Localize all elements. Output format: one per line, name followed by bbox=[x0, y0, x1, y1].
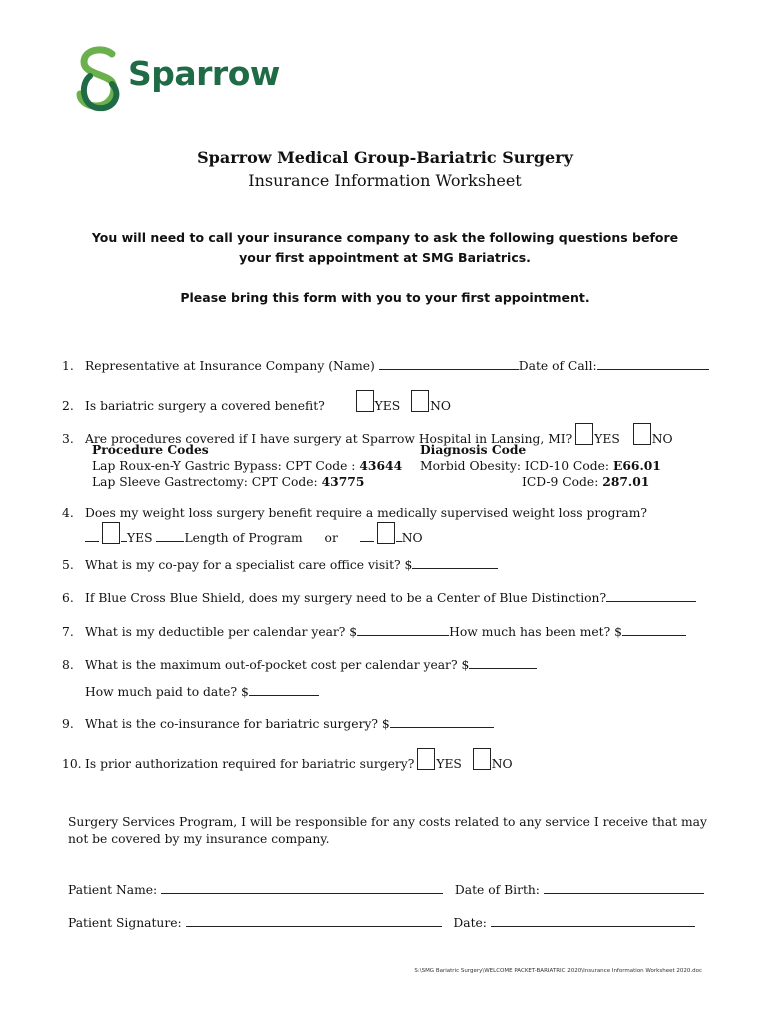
question-number: 4. bbox=[62, 506, 74, 520]
question-text: What is my deductible per calendar year? $ bbox=[85, 625, 358, 639]
question-9 bbox=[62, 715, 742, 731]
paid-to-date-label: How much paid to date? $ bbox=[85, 685, 249, 699]
blank-line bbox=[85, 529, 99, 542]
date-label: Date: bbox=[453, 916, 487, 930]
question-number: 6. bbox=[62, 591, 74, 605]
out-of-pocket-field[interactable] bbox=[469, 656, 537, 669]
procedures-covered-yes-checkbox[interactable] bbox=[575, 423, 593, 445]
procedures-covered-no-checkbox[interactable] bbox=[633, 423, 651, 445]
instructions-line-2: your first appointment at SMG Bariatrics. bbox=[239, 250, 531, 265]
date-of-call-field[interactable] bbox=[597, 357, 709, 370]
coinsurance-field[interactable] bbox=[390, 715, 494, 728]
question-text: What is the maximum out-of-pocket cost per calendar year? $ bbox=[85, 658, 470, 672]
procedure-code: 43775 bbox=[321, 474, 365, 489]
responsibility-statement: Surgery Services Program, I will be responsible for any costs related to any service I receive that may not be covered by my insurance company. bbox=[68, 815, 707, 846]
diagnosis-label: ICD-9 Code: bbox=[522, 475, 603, 489]
deductible-field[interactable] bbox=[357, 623, 449, 636]
question-text: If Blue Cross Blue Shield, does my surgery need to be a Center of Blue Distinction? bbox=[85, 591, 607, 605]
logo-text: Sparrow bbox=[128, 54, 280, 93]
or-label: or bbox=[324, 531, 338, 545]
representative-name-field[interactable] bbox=[379, 357, 519, 370]
procedure-code: 43644 bbox=[359, 458, 403, 473]
no-label: NO bbox=[491, 757, 513, 771]
blue-distinction-field[interactable] bbox=[606, 589, 696, 602]
diagnosis-code-header: Diagnosis Code bbox=[420, 442, 527, 457]
supervised-program-no-checkbox[interactable] bbox=[377, 522, 395, 544]
procedure-gastric-bypass bbox=[92, 458, 402, 473]
no-label: NO bbox=[651, 432, 673, 446]
question-1 bbox=[62, 357, 742, 373]
question-number: 10. bbox=[62, 757, 82, 771]
deductible-met-field[interactable] bbox=[622, 623, 686, 636]
diagnosis-code: E66.01 bbox=[612, 458, 661, 473]
page-title: Sparrow Medical Group-Bariatric Surgery bbox=[197, 148, 573, 167]
patient-name-label: Patient Name: bbox=[68, 883, 158, 897]
question-text: Is bariatric surgery a covered benefit? bbox=[85, 399, 325, 413]
sparrow-s-logo-icon bbox=[76, 46, 128, 112]
question-4-answers bbox=[85, 522, 423, 545]
question-text: Representative at Insurance Company (Name) bbox=[85, 359, 375, 373]
page-subtitle: Insurance Information Worksheet bbox=[248, 171, 522, 190]
yes-label: YES bbox=[594, 432, 620, 446]
no-label: NO bbox=[430, 399, 451, 413]
paid-to-date bbox=[85, 683, 319, 699]
question-number: 3. bbox=[62, 432, 74, 446]
patient-signature-label: Patient Signature: bbox=[68, 916, 182, 930]
question-text: What is my co-pay for a specialist care office visit? $ bbox=[85, 558, 413, 572]
question-2 bbox=[62, 390, 742, 413]
yes-label: YES bbox=[436, 757, 462, 771]
date-of-call-label: Date of Call: bbox=[518, 359, 597, 373]
procedure-sleeve-gastrectomy bbox=[92, 474, 364, 489]
instructions-line-1: You will need to call your insurance company to ask the following questions before bbox=[91, 230, 679, 245]
copay-field[interactable] bbox=[412, 556, 498, 569]
diagnosis-icd10 bbox=[420, 458, 661, 473]
question-text: What is the co-insurance for bariatric surgery? $ bbox=[85, 717, 390, 731]
question-7 bbox=[62, 623, 742, 639]
patient-signature-row bbox=[68, 914, 695, 930]
question-text: Are procedures covered if I have surgery at Sparrow Hospital in Lansing, MI? bbox=[85, 432, 573, 446]
question-6 bbox=[62, 589, 742, 605]
question-4 bbox=[62, 506, 742, 520]
length-of-program-label: Length of Program bbox=[184, 531, 303, 545]
question-number: 5. bbox=[62, 558, 74, 572]
diagnosis-icd9 bbox=[522, 474, 649, 489]
blank-line bbox=[360, 529, 374, 542]
covered-benefit-yes-checkbox[interactable] bbox=[356, 390, 374, 412]
procedure-label: Lap Roux-en-Y Gastric Bypass: CPT Code : bbox=[92, 459, 360, 473]
length-of-program-field[interactable] bbox=[156, 529, 184, 542]
question-text: Does my weight loss surgery benefit require a medically supervised weight loss program? bbox=[85, 506, 648, 520]
question-text: Is prior authorization required for bariatric surgery? bbox=[85, 757, 415, 771]
procedure-label: Lap Sleeve Gastrectomy: CPT Code: bbox=[92, 475, 322, 489]
diagnosis-code: 287.01 bbox=[602, 474, 650, 489]
question-number: 9. bbox=[62, 717, 74, 731]
paid-to-date-field[interactable] bbox=[249, 683, 319, 696]
bring-form-note: Please bring this form with you to your first appointment. bbox=[180, 290, 590, 305]
instructions bbox=[60, 228, 710, 268]
question-10 bbox=[62, 748, 742, 771]
file-path-footer: S:\SMG Bariatric Surgery\WELCOME PACKET-BARIATRIC 2020\Insurance Information Worksheet 2020.doc bbox=[414, 968, 702, 974]
question-number: 2. bbox=[62, 399, 74, 413]
sparrow-logo bbox=[76, 46, 280, 112]
question-8 bbox=[62, 656, 742, 672]
question-number: 8. bbox=[62, 658, 74, 672]
supervised-program-yes-checkbox[interactable] bbox=[102, 522, 120, 544]
no-label: NO bbox=[401, 531, 423, 545]
signature-date-field[interactable] bbox=[491, 914, 695, 927]
question-number: 1. bbox=[62, 359, 74, 373]
patient-name-field[interactable] bbox=[161, 881, 443, 894]
prior-auth-no-checkbox[interactable] bbox=[473, 748, 491, 770]
procedure-codes-header: Procedure Codes bbox=[92, 442, 209, 457]
patient-signature-field[interactable] bbox=[186, 914, 442, 927]
yes-label: YES bbox=[374, 399, 401, 413]
yes-label: YES bbox=[127, 531, 153, 545]
prior-auth-yes-checkbox[interactable] bbox=[417, 748, 435, 770]
diagnosis-label: Morbid Obesity: ICD-10 Code: bbox=[420, 459, 613, 473]
deductible-met-label: How much has been met? $ bbox=[449, 625, 622, 639]
patient-name-row bbox=[68, 881, 704, 897]
date-of-birth-field[interactable] bbox=[544, 881, 704, 894]
question-5 bbox=[62, 556, 742, 572]
date-of-birth-label: Date of Birth: bbox=[454, 883, 540, 897]
question-number: 7. bbox=[62, 625, 74, 639]
covered-benefit-no-checkbox[interactable] bbox=[411, 390, 429, 412]
